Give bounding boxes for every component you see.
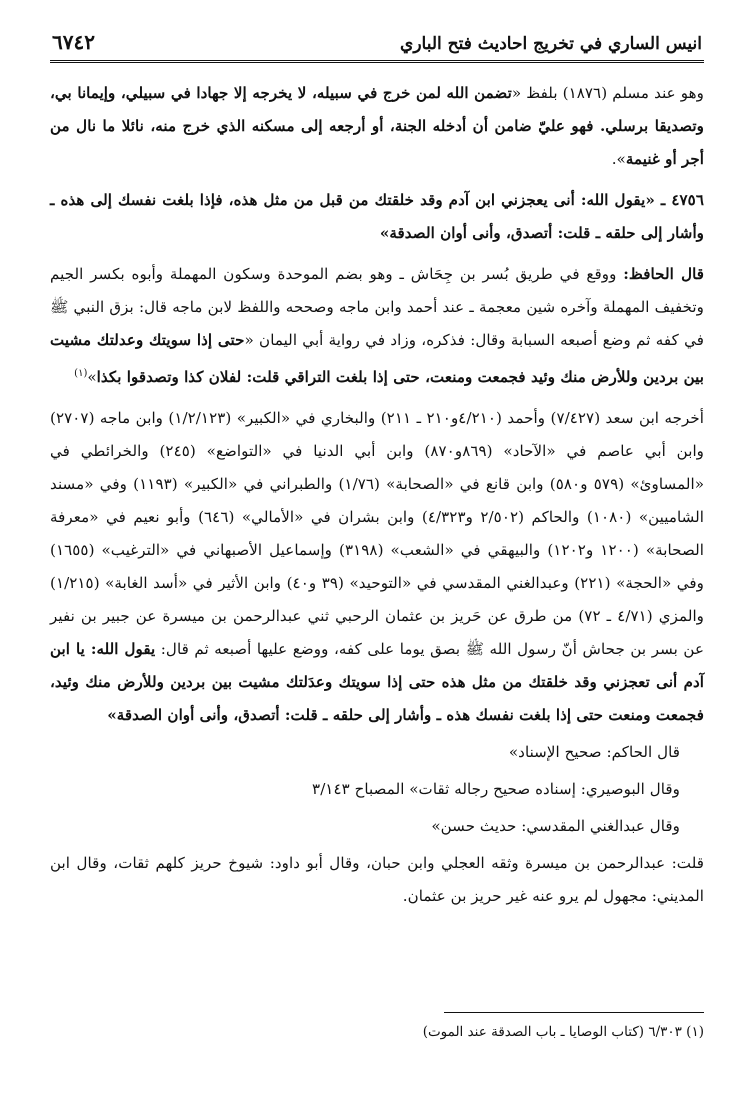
hafiz-label: قال الحافظ:	[623, 265, 704, 283]
footnote-divider	[444, 1012, 704, 1013]
quote-hakim: قال الحاكم: صحيح الإسناد»	[508, 743, 680, 762]
hafiz-commentary: قال الحافظ: ووقع في طريق بُسر بن جِحَاش ـ وهو بضم الموحدة وسكون المهملة وأبوه بكسر الجيم وتخفيف المهملة وآخره شين معجمة ـ عند أحمد وابن ماجه وصححه واللفظ لابن ماجه قال: بزق النبي ﷺ في كفه ثم وضع أصبعه السبابة وقال: فذكره، وزاد في رواية أبي اليمان «حتى إذا سويتك وعدلتك مشيت بين بردين وللأرض منك وئيد فجمعت ومنعت، حتى إذا بلغت التراقي قلت: لفلان كذا وتصدقوا بكذا»$^{(١)}$	[50, 265, 704, 387]
footnote: (١) ٦/٣٠٣ (كتاب الوصايا ـ باب الصدقة عند الموت)	[422, 1024, 704, 1040]
paragraph-muslim: وهو عند مسلم (١٨٧٦) بلفظ «تضمن الله لمن خرج في سبيله، لا يخرجه إلا جهادا في سبيلي، وإيمانا بي، وتصديقا برسلي. فهو عليّ ضامن أن أدخله الجنة، أو أرجعه إلى مسكنه الذي خرج منه، نائلا ما نال من أجر أو غنيمة».	[50, 84, 704, 168]
page-number: ٦٧٤٢	[52, 30, 95, 54]
hadith-text: حتى إذا سويتك وعدلتك مشيت بين بردين وللأرض منك وئيد فجمعت ومنعت، حتى إذا بلغت التراقي قلت: لفلان كذا وتصدقوا بكذا	[50, 331, 704, 387]
hadith-text: يقول الله: يا ابن آدم أنى تعجزني وقد خلقتك من مثل هذه حتى إذا سويتك وعدَلتك مشيت بين بردين وللأرض منك وئيد، فجمعت ومنعت حتى إذا بلغت نفسك هذه	[50, 640, 704, 725]
footnote-marker[interactable]: (١)	[74, 368, 88, 379]
hadith-text: تضمن الله لمن خرج في سبيله، لا يخرجه إلا جهادا في سبيلي، وإيمانا بي، وتصديقا برسلي. فهو عليّ ضامن أن أدخله الجنة، أو أرجعه إلى مسكنه الذي خرج منه، نائلا ما نال من أجر أو غنيمة	[50, 84, 704, 168]
quote-maqdisi: وقال عبدالغني المقدسي: حديث حسن»	[431, 817, 680, 836]
page-body	[50, 63, 704, 913]
quote-busiri: وقال البوصيري: إسناده صحيح رجاله ثقات» المصباح ٣/١٤٣	[312, 780, 680, 799]
page-header	[50, 30, 704, 63]
hadith-number: ٤٧٥٦ ـ «	[645, 191, 704, 209]
book-title: انيس الساري في تخريج احاديث فتح الباري	[400, 34, 702, 54]
hadith-text: يقول الله: أنى يعجزني ابن آدم وقد خلقتك من قبل من مثل هذه، فإذا بلغت نفسك إلى هذه	[60, 191, 646, 209]
takhrij-paragraph: أخرجه ابن سعد (٧/٤٢٧) وأحمد (٤/٢١٠و٢١٠ ـ ٢١١) والبخاري في «الكبير» (١/٢/١٢٣) وابن ماجه (٢٧٠٧) وابن أبي عاصم في «الآحاد» (٨٦٩و٨٧٠) وابن أبي الدنيا في «التواضع» (٢٤٥) والخرائطي في «المساوئ» (٥٧٩ و٥٨٠) وابن قانع في «الصحابة» (١/٧٦) والطبراني في «الكبير» (١١٩٣) وفي «مسند الشاميين» (١٠٨٠) والحاكم (٢/٥٠٢ و٤/٣٢٣) وابن بشران في «الأمالي» (٦٤٦) وأبو نعيم في «معرفة الصحابة» (١٢٠٠ و١٢٠٢) والبيهقي في «الشعب» (٣١٩٨) وإسماعيل الأصبهاني في «الترغيب» (١٦٥٥) وفي «الحجة» (٢٢١) وعبدالغني المقدسي في «التوحيد» (٣٩ و٤٠) وابن الأثير في «أسد الغابة» (١/٢١٥) والمزي (٤/٧١ ـ ٧٢) من طرق عن حَريز بن عثمان الرحبي ثني عبدالرحمن بن ميسرة عن جبير بن نفير عن بسر بن جحاش أنّ رسول الله ﷺ بصق يوما على كفه، ووضع عليها أصبعه ثم قال: يقول الله: يا ابن آدم أنى تعجزني وقد خلقتك من مثل هذه حتى إذا سويتك وعدَلتك مشيت بين بردين وللأرض منك وئيد، فجمعت ومنعت حتى إذا بلغت نفسك هذه ـ وأشار إلى حلقه ـ قلت: أتصدق، وأنى أوان الصدقة»	[50, 409, 705, 725]
author-note: قلت: عبدالرحمن بن ميسرة وثقه العجلي وابن حبان، وقال أبو داود: شيوخ حريز كلهم ثقات، وقال ابن المديني: مجهول لم يرو عنه غير حريز بن عثمان.	[50, 854, 704, 906]
hadith-4756: ٤٧٥٦ ـ «يقول الله: أنى يعجزني ابن آدم وقد خلقتك من قبل من مثل هذه، فإذا بلغت نفسك إلى هذه ـ وأشار إلى حلقه ـ قلت: أتصدق، وأنى أوان الصدقة»	[50, 191, 704, 242]
